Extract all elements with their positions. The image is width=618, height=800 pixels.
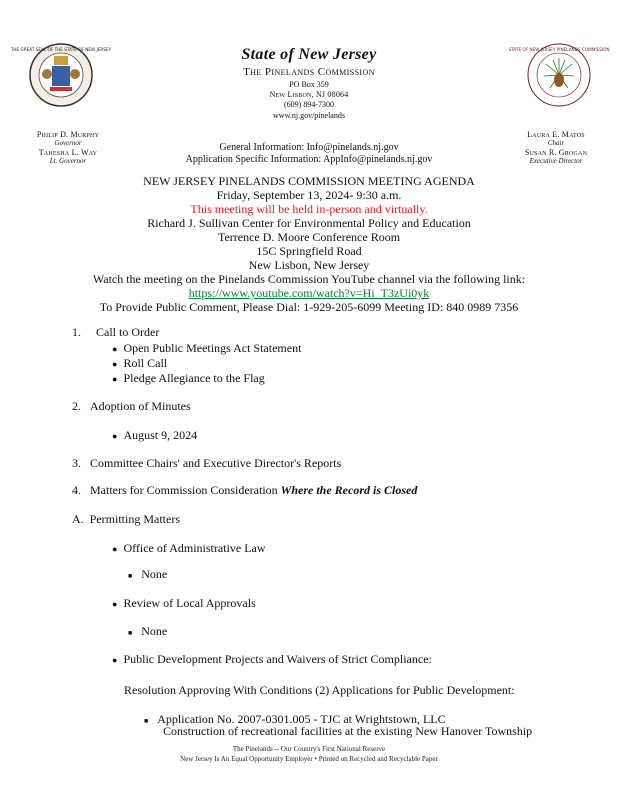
list-item: ● Open Public Meetings Act Statement: [112, 341, 302, 355]
list-item: ● Office of Administrative Law: [112, 541, 266, 555]
item-label: Adoption of Minutes: [90, 399, 191, 413]
list-item: ● Public Development Projects and Waivers of Strict Compliance:: [112, 652, 432, 666]
agenda-item-3: [72, 456, 341, 470]
chair-title: Chair: [547, 139, 565, 147]
governor-name: Philip D. Murphy: [36, 130, 100, 139]
chair-name: Laura E. Matos: [527, 130, 585, 139]
city-address: New Lisbon, NJ 08064: [269, 90, 349, 99]
list-item: ● August 9, 2024: [112, 428, 198, 442]
item-number: 2.: [72, 399, 81, 413]
phone: (609) 894-7300: [284, 100, 334, 109]
town: New Lisbon, New Jersey: [248, 258, 370, 272]
list-item: ■ None: [128, 624, 168, 638]
item-label: Call to Order: [96, 325, 160, 339]
general-info: General Information: Info@pinelands.nj.gov: [219, 142, 399, 153]
application-item: ■ Application No. 2007-0301.005 - TJC at Wrightstown, LLC: [144, 712, 446, 726]
meeting-notice: This meeting will be held in-person and virtually.: [190, 202, 428, 216]
list-item: ● Review of Local Approvals: [112, 596, 256, 610]
seal-ring-text: STATE OF NEW JERSEY PINELANDS COMMISSION: [508, 47, 610, 52]
subsection-a: A. Permitting Matters: [72, 512, 180, 526]
agenda-item-4: [72, 483, 417, 497]
website: www.nj.gov/pinelands: [273, 111, 345, 120]
agenda-header: [0, 174, 618, 314]
director-name: Susan R. Grogan: [524, 148, 588, 157]
lt-governor-name: Tahesha L. Way: [38, 148, 98, 157]
item-number: 3.: [72, 456, 81, 470]
commission-name: The Pinelands Commission: [243, 66, 375, 78]
footer-line-1: The Pinelands -- Our Country's First National Reserve: [232, 745, 386, 753]
list-item: ■ None: [128, 567, 168, 581]
list-item: ● Roll Call: [112, 356, 168, 370]
list-item: ● Pledge Allegiance to the Flag: [112, 371, 265, 385]
state-title: State of New Jersey: [241, 46, 377, 63]
street: 15C Springfield Road: [256, 244, 362, 258]
po-box: PO Box 359: [289, 80, 329, 89]
venue: Richard J. Sullivan Center for Environmental Policy and Education: [147, 216, 471, 230]
seal-ring-text: THE GREAT SEAL OF THE STATE OF NEW JERSEY: [10, 47, 112, 52]
item-number: 1.: [72, 325, 81, 339]
director-title: Executive Director: [529, 157, 583, 165]
item-label: Committee Chairs' and Executive Director's Reports: [90, 456, 342, 470]
lt-governor-title: Lt. Governor: [49, 157, 87, 165]
governor-title: Governor: [54, 139, 82, 147]
item-label: Matters for Commission Consideration: [90, 483, 281, 497]
youtube-text: Watch the meeting on the Pinelands Commission YouTube channel via the following link:: [92, 272, 526, 286]
subsection-label: Permitting Matters: [89, 512, 180, 526]
youtube-link[interactable]: https://www.youtube.com/watch?v=Hi_T3zUi0yk: [188, 286, 430, 300]
meeting-date: Friday, September 13, 2024- 9:30 a.m.: [216, 188, 402, 202]
footer-line-2a: New Jersey Is An Equal Opportunity Employer: [180, 755, 313, 763]
item-number: 4.: [72, 483, 81, 497]
room: Terrence D. Moore Conference Room: [217, 230, 401, 244]
agenda-item-1: [72, 325, 558, 339]
footer: The Pinelands -- Our Country's First National Reserve New Jersey Is An Equal Opportunity Employer • Printed on Recycled and Recyclable Paper: [0, 744, 618, 764]
resolution-text: Resolution Approving With Conditions (2) Applications for Public Development:: [124, 683, 515, 697]
agenda-item-2: [72, 399, 191, 413]
application-info: Application Specific Information: AppInfo@pinelands.nj.gov: [185, 154, 433, 165]
footer-line-2b: Printed on Recycled and Recyclable Paper: [318, 755, 438, 763]
item-emphasis: Where the Record is Closed: [280, 483, 418, 497]
public-comment: To Provide Public Comment, Please Dial: 1-929-205-6099 Meeting ID: 840 0989 7356: [99, 300, 519, 314]
application-description: Construction of recreational facilities at the existing New Hanover Township: [163, 724, 533, 738]
agenda-title: NEW JERSEY PINELANDS COMMISSION MEETING AGENDA: [143, 174, 475, 188]
